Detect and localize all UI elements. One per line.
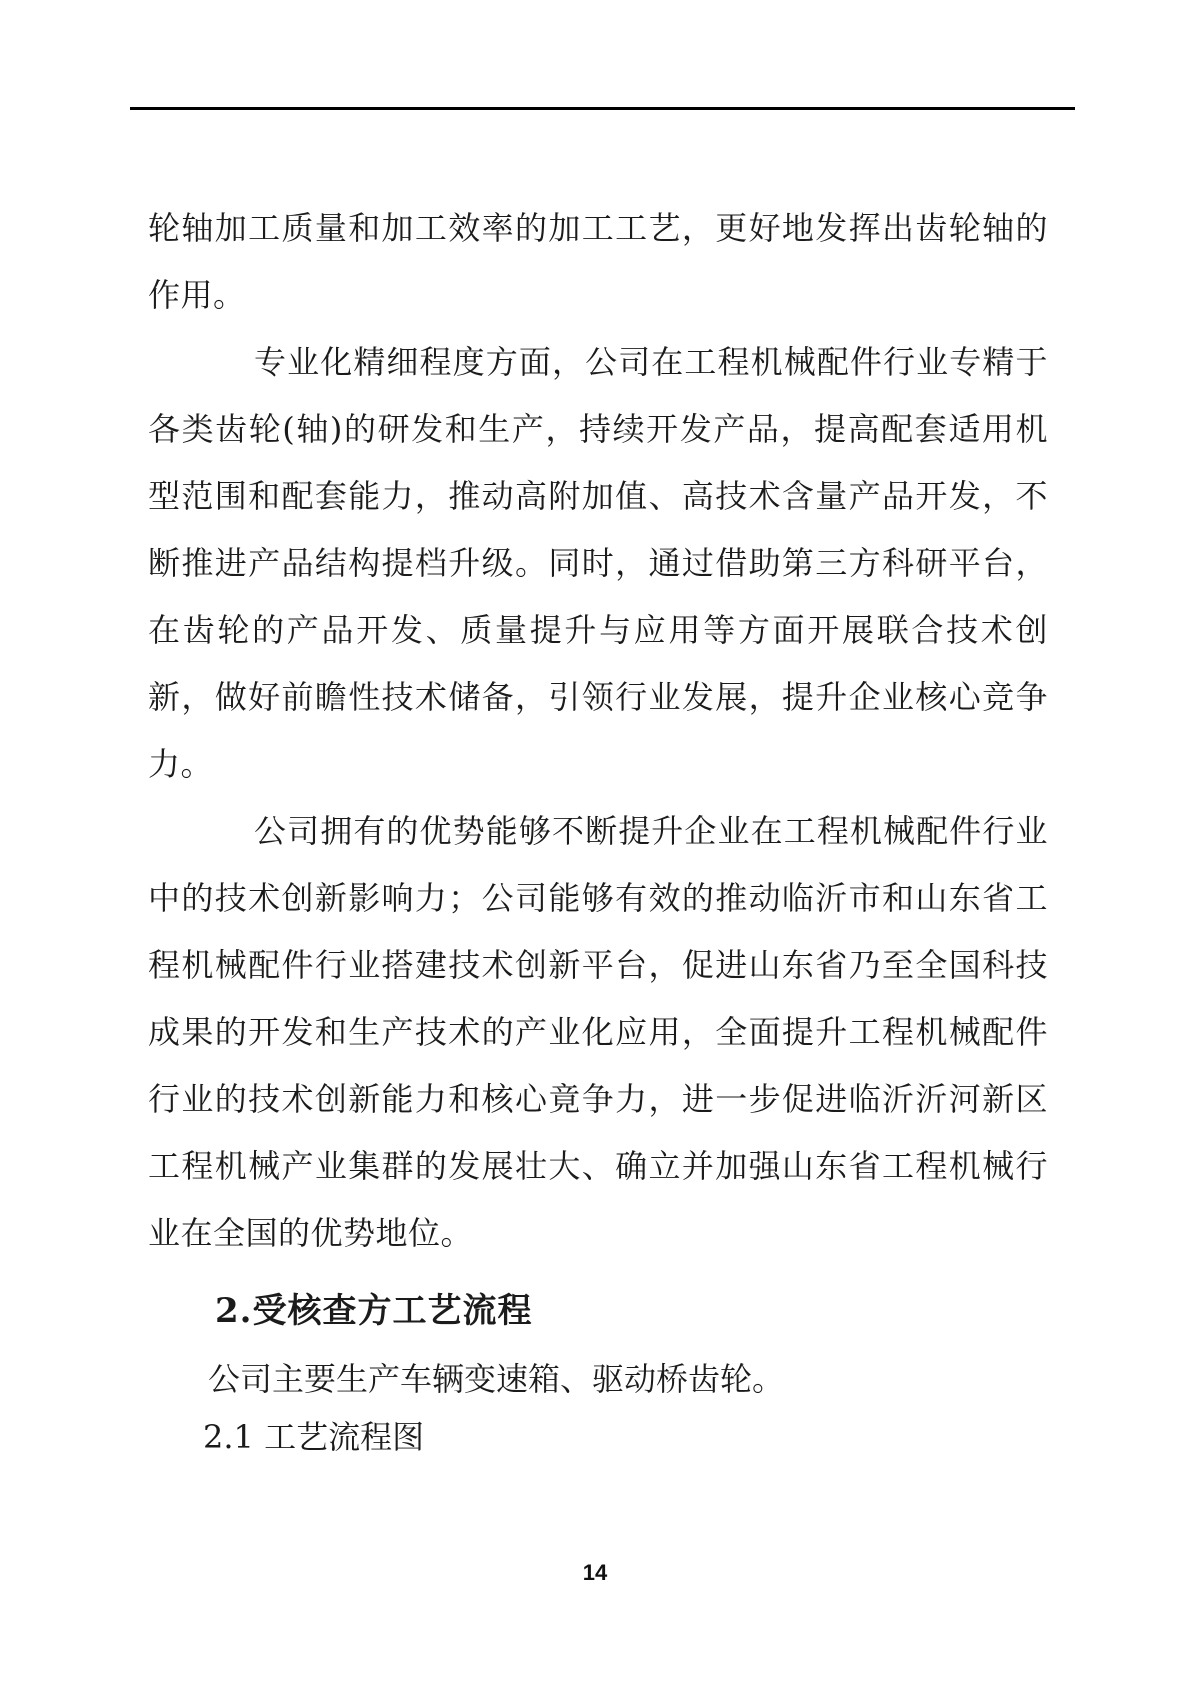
subsection-heading-flow-diagram: 2.1 工艺流程图 (203, 1418, 425, 1456)
page-number: 14 (582, 1560, 608, 1585)
paragraph-advantages: 公司拥有的优势能够不断提升企业在工程机械配件行业中的技术创新影响力；公司能够有效的推动临沂市和山东省工程机械配件行业搭建技术创新平台，促进山东省乃至全国科技成果的开发和生产技术的产业化应用，全面提升工程机械配件行业的技术创新能力和核心竟争力，进一步促进临沂沂河新区工程机械产业集群的发展壮大、确立并加强山东省工程机械行业在全国的优势地位。 (148, 812, 1048, 1252)
document-body (148, 195, 1048, 1463)
section-heading-process-flow: 2.受核查方工艺流程 (215, 1291, 533, 1331)
paragraph-continuation: 轮轴加工质量和加工效率的加工工艺，更好地发挥出齿轮轴的作用。 (148, 209, 1048, 314)
paragraph-main-products: 公司主要生产车辆变速箱、驱动桥齿轮。 (208, 1360, 785, 1398)
header-rule (130, 107, 1075, 110)
paragraph-specialization: 专业化精细程度方面，公司在工程机械配件行业专精于各类齿轮(轴)的研发和生产，持续开发产品，提高配套适用机型范围和配套能力，推动高附加值、高技术含量产品开发，不断推进产品结构提档升级。同时，通过借助第三方科研平台，在齿轮的产品开发、质量提升与应用等方面开展联合技术创新，做好前瞻性技术储备，引领行业发展，提升企业核心竞争力。 (148, 343, 1048, 783)
